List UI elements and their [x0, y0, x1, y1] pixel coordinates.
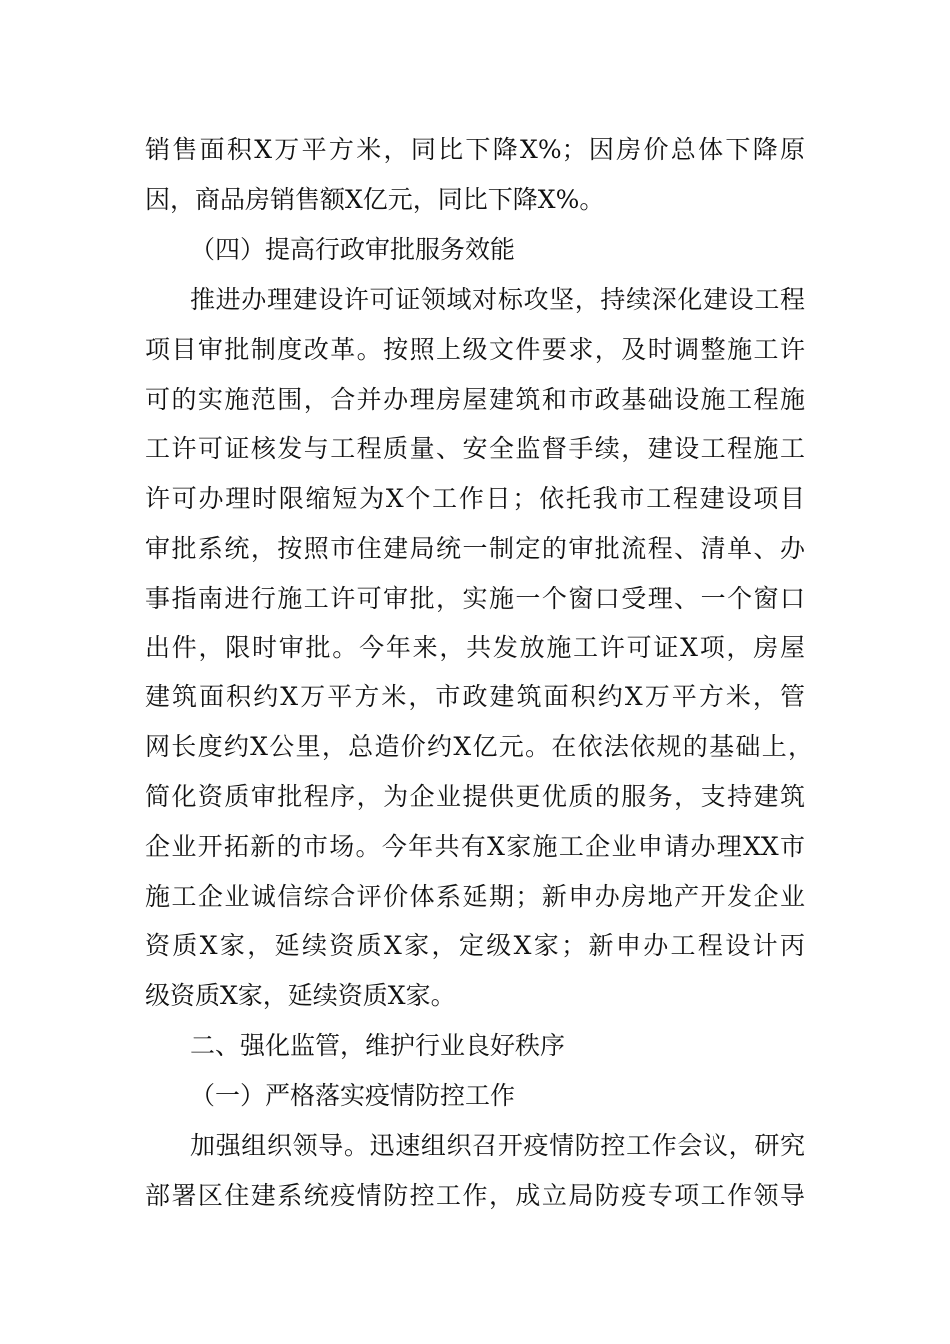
body-text-line: 企业开拓新的市场。今年共有X家施工企业申请办理XX市 [145, 832, 805, 861]
body-text-line: 部署区住建系统疫情防控工作，成立局防疫专项工作领导 [145, 1181, 805, 1210]
body-text-line: 推进办理建设许可证领域对标攻坚，持续深化建设工程 [190, 285, 805, 314]
body-text-line: 审批系统，按照市住建局统一制定的审批流程、清单、办 [145, 534, 805, 563]
body-text-line: 资质X家，延续资质X家，定级X家；新申办工程设计丙 [145, 931, 805, 960]
body-text-line: 施工企业诚信综合评价体系延期；新申办房地产开发企业 [145, 882, 805, 911]
section-heading: （四）提高行政审批服务效能 [190, 235, 516, 264]
body-text-line: 级资质X家，延续资质X家。 [145, 981, 456, 1010]
body-text-line: 销售面积X万平方米，同比下降X%；因房价总体下降原 [145, 135, 805, 164]
body-text-line: 事指南进行施工许可审批，实施一个窗口受理、一个窗口 [145, 584, 805, 613]
body-text-line: 简化资质审批程序，为企业提供更优质的服务，支持建筑 [145, 782, 805, 811]
section-heading: （一）严格落实疫情防控工作 [190, 1081, 516, 1110]
body-text-line: 因，商品房销售额X亿元，同比下降X%。 [145, 185, 605, 214]
body-text-line: 出件，限时审批。今年来，共发放施工许可证X项，房屋 [145, 633, 805, 662]
body-text-line: 工许可证核发与工程质量、安全监督手续，建设工程施工 [145, 434, 805, 463]
body-text-line: 网长度约X公里，总造价约X亿元。在依法依规的基础上， [145, 732, 813, 761]
body-text-line: 许可办理时限缩短为X个工作日；依托我市工程建设项目 [145, 484, 805, 513]
body-text-line: 加强组织领导。迅速组织召开疫情防控工作会议，研究 [190, 1131, 805, 1160]
chapter-heading: 二、强化监管，维护行业良好秩序 [190, 1031, 566, 1060]
body-text-line: 可的实施范围，合并办理房屋建筑和市政基础设施工程施 [145, 385, 805, 414]
body-text-line: 建筑面积约X万平方米，市政建筑面积约X万平方米，管 [145, 682, 805, 711]
body-text-line: 项目审批制度改革。按照上级文件要求，及时调整施工许 [145, 335, 805, 364]
